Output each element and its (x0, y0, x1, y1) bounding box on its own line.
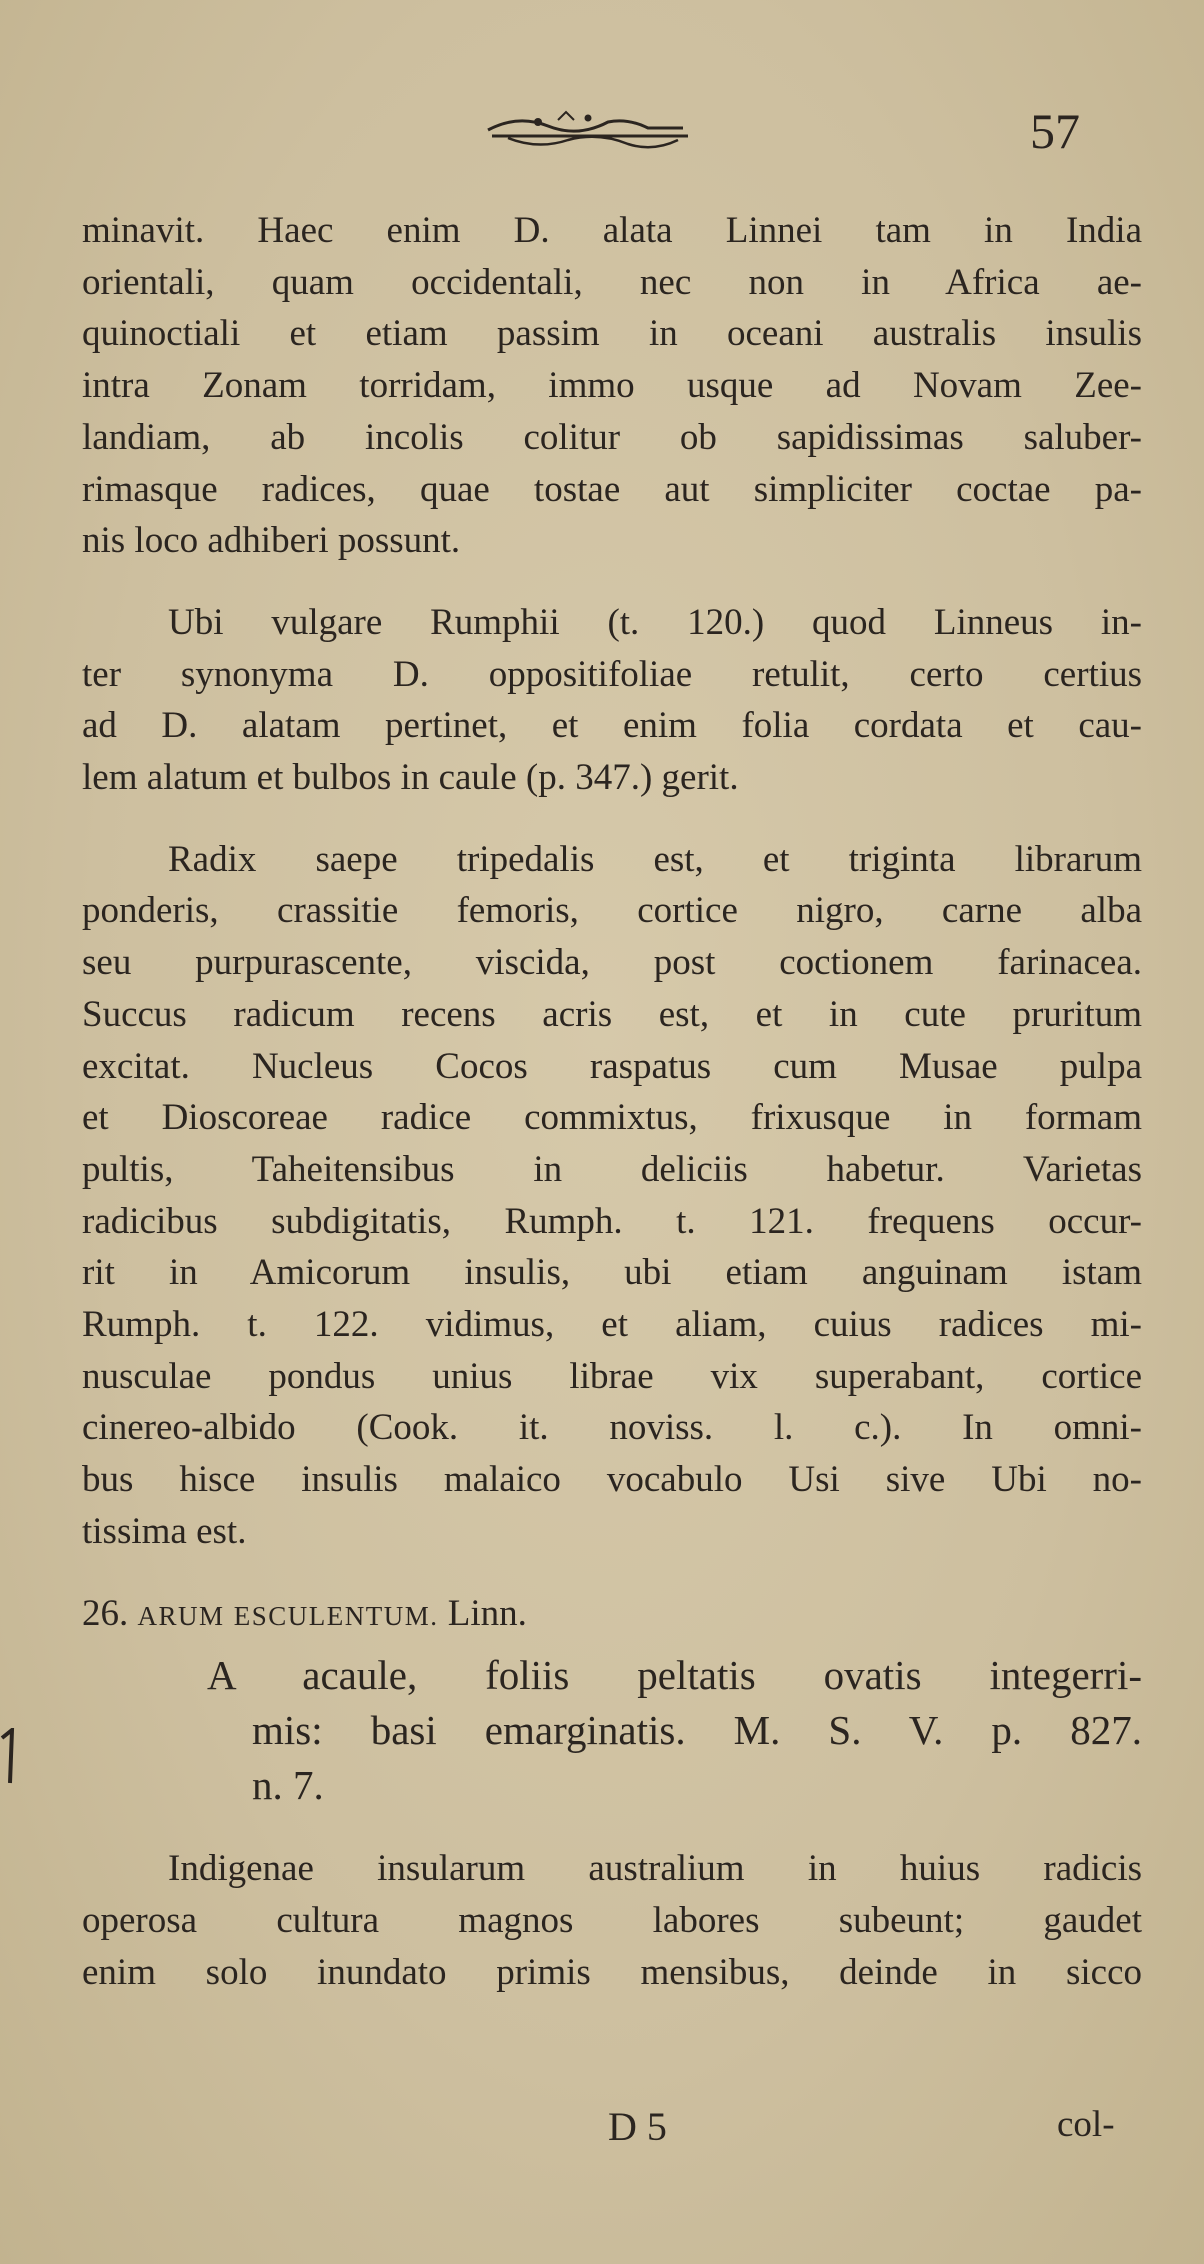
text-line: Ubi vulgare Rumphii (t. 120.) quod Linneus in- (168, 601, 1142, 643)
text-line: bus hisce insulis malaico vocabulo Usi sive Ubi no- (82, 1459, 1142, 1501)
species-number: 26. (82, 1592, 129, 1634)
diagnosis-line: mis: basi emarginatis. M. S. V. p. 827. (252, 1707, 1142, 1754)
ornament-icon (478, 100, 698, 160)
species-authority: Linn. (447, 1592, 527, 1634)
text-line: ter synonyma D. oppositifoliae retulit, certo certius (82, 653, 1142, 695)
text-line: radicibus subdigitatis, Rumph. t. 121. frequens occur- (82, 1200, 1142, 1242)
signature-mark: D 5 (608, 2104, 667, 2149)
species-diagnosis (82, 1648, 1142, 1813)
text-line: enim solo inundato primis mensibus, deinde in sicco (82, 1951, 1142, 1993)
species-epithet: ESCULENTUM. (233, 1600, 439, 1631)
text-line: orientali, quam occidentali, nec non in Africa ae- (82, 261, 1142, 303)
paragraph-4 (82, 1843, 1142, 1998)
species-heading (82, 1588, 1142, 1643)
text-line: rit in Amicorum insulis, ubi etiam anguinam istam (82, 1252, 1142, 1294)
paragraph-1 (82, 205, 1142, 567)
paragraph-2 (82, 597, 1142, 804)
text-line: nusculae pondus unius librae vix superabant, cortice (82, 1355, 1142, 1397)
text-line: minavit. Haec enim D. alata Linnei tam in India (82, 210, 1142, 251)
page-number: 57 (1030, 103, 1080, 159)
text-line: lem alatum et bulbos in caule (p. 347.) gerit. (82, 757, 739, 799)
text-line: tissima est. (82, 1510, 247, 1552)
text-line: seu purpurascente, viscida, post coctionem farinacea. (82, 942, 1142, 984)
page-footer (0, 2103, 1204, 2163)
text-line: cinereo-albido (Cook. it. noviss. l. c.). In omni- (82, 1407, 1142, 1449)
text-line: Indigenae insularum australium in huius radicis (168, 1848, 1142, 1890)
page-edge-mark-icon (0, 1728, 16, 1788)
text-line: ad D. alatam pertinet, et enim folia cordata et cau- (82, 705, 1142, 747)
text-line: landiam, ab incolis colitur ob sapidissimas saluber- (82, 416, 1142, 458)
text-line: rimasque radices, quae tostae aut simpliciter coctae pa- (82, 468, 1142, 510)
text-line: nis loco adhiberi possunt. (82, 520, 461, 562)
text-line: Succus radicum recens acris est, et in cute pruritum (82, 993, 1142, 1035)
diagnosis-line: A acaule, foliis peltatis ovatis integerri- (207, 1652, 1142, 1699)
text-line: pultis, Taheitensibus in deliciis habetur. Varietas (82, 1148, 1142, 1190)
text-line: excitat. Nucleus Cocos raspatus cum Musae pulpa (82, 1045, 1142, 1087)
page-header (0, 100, 1204, 170)
text-line: Rumph. t. 122. vidimus, et aliam, cuius radices mi- (82, 1304, 1142, 1346)
paragraph-3 (82, 834, 1142, 1558)
body-text (82, 205, 1142, 1998)
text-line: quinoctiali et etiam passim in oceani australis insulis (82, 313, 1142, 355)
text-line: ponderis, crassitie femoris, cortice nigro, carne alba (82, 890, 1142, 932)
catchword: col- (1057, 2104, 1115, 2145)
text-line: et Dioscoreae radice commixtus, frixusque in formam (82, 1097, 1142, 1139)
text-line: intra Zonam torridam, immo usque ad Novam Zee- (82, 365, 1142, 407)
diagnosis-line: n. 7. (252, 1762, 324, 1809)
text-line: operosa cultura magnos labores subeunt; gaudet (82, 1899, 1142, 1941)
species-genus: ARUM (137, 1600, 225, 1631)
text-line: Radix saepe tripedalis est, et triginta librarum (168, 838, 1142, 880)
